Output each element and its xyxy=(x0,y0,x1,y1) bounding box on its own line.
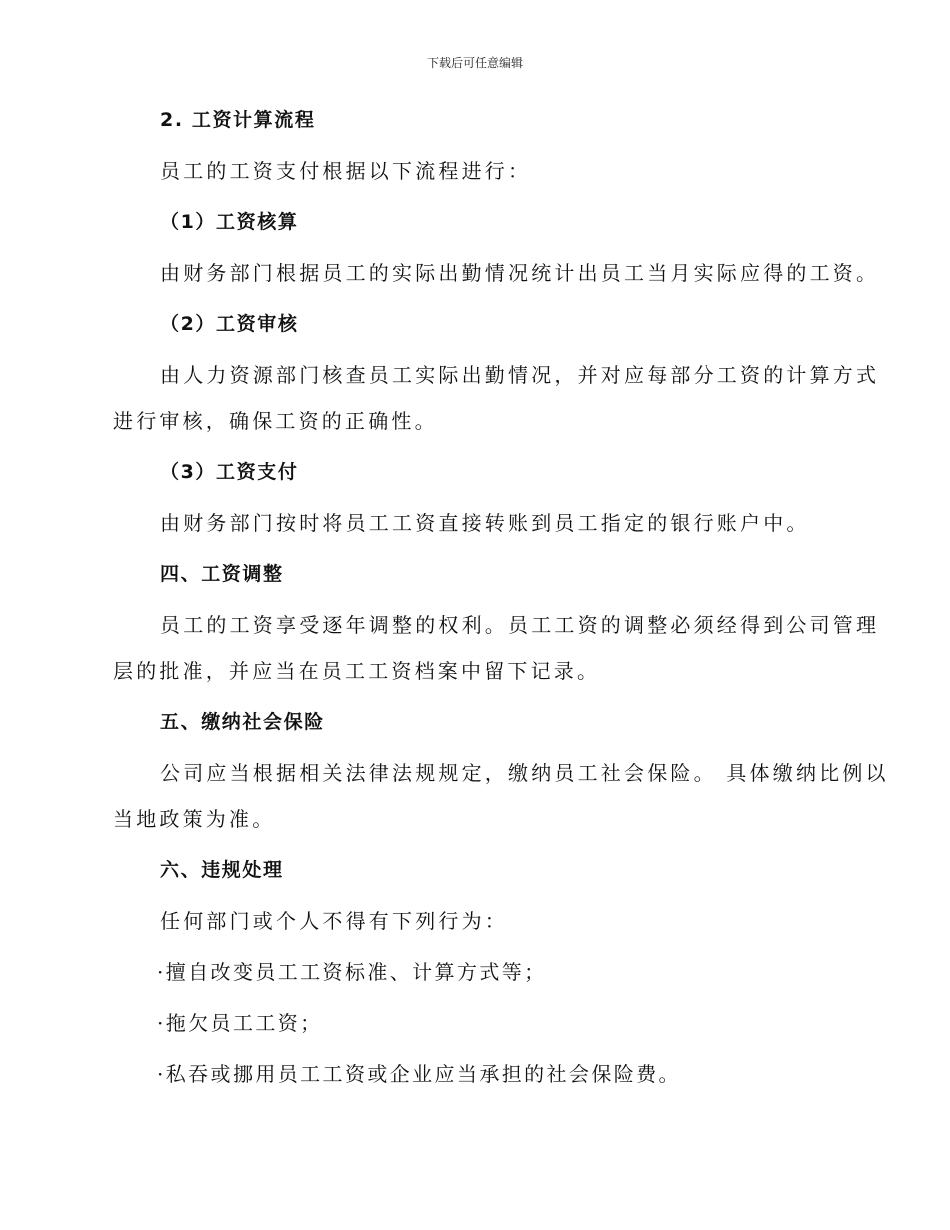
paragraph-line: 层的批准，并应当在员工工资档案中留下记录。 xyxy=(113,659,601,683)
paragraph-line: 由财务部门按时将员工工资直接转账到员工指定的银行账户中。 xyxy=(160,511,810,535)
list-item: ·拖欠员工工资； xyxy=(157,1011,323,1035)
list-item: ·私吞或挪用员工工资或企业应当承担的社会保险费。 xyxy=(157,1062,681,1086)
paragraph-line: 公司应当根据相关法律法规规定，缴纳员工社会保险。 具体缴纳比例以 xyxy=(160,761,889,785)
paragraph-line: 当地政策为准。 xyxy=(113,807,276,831)
subsection-heading: （2）工资审核 xyxy=(160,313,299,335)
document-body xyxy=(113,108,889,1086)
subsection-heading: （1）工资核算 xyxy=(160,211,299,233)
paragraph-line: 员工的工资享受逐年调整的权利。员工工资的调整必须经得到公司管理 xyxy=(160,613,880,637)
paragraph-line: 由人力资源部门核查员工实际出勤情况，并对应每部分工资的计算方式 xyxy=(160,363,880,387)
paragraph-line: 任何部门或个人不得有下列行为： xyxy=(160,909,508,933)
section-heading: 四、工资调整 xyxy=(160,563,284,585)
section-heading: 2. 工资计算流程 xyxy=(160,109,316,131)
paragraph-line: 由财务部门根据员工的实际出勤情况统计出员工当月实际应得的工资。 xyxy=(160,261,880,285)
section-heading: 六、违规处理 xyxy=(160,859,284,881)
paragraph-line: 进行审核，确保工资的正确性。 xyxy=(113,409,438,433)
list-item: ·擅自改变员工工资标准、计算方式等； xyxy=(157,960,547,984)
section-heading: 五、缴纳社会保险 xyxy=(160,711,325,733)
header-note: 下载后可任意编辑 xyxy=(426,56,523,70)
subsection-heading: （3）工资支付 xyxy=(160,461,299,483)
paragraph-line: 员工的工资支付根据以下流程进行： xyxy=(160,159,532,183)
